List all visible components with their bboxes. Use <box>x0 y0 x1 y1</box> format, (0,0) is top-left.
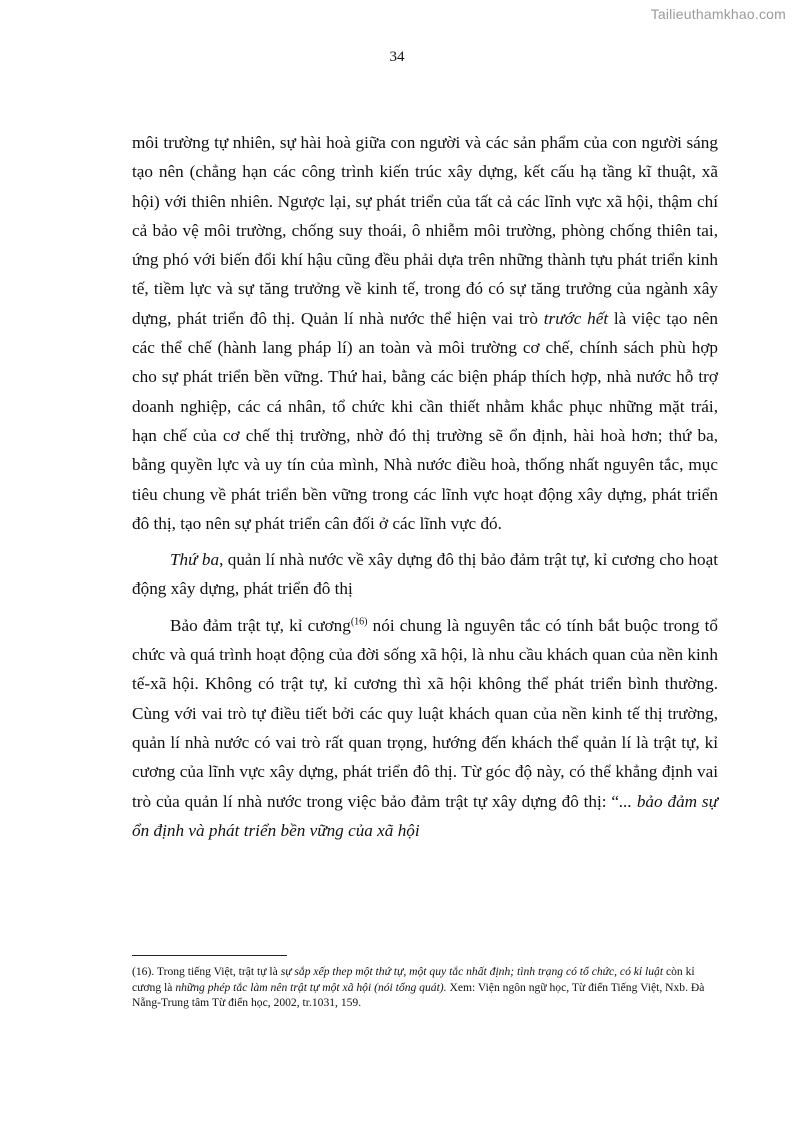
body-text <box>132 128 718 852</box>
p1-italic: trước hết <box>543 308 609 328</box>
footnote-italic-a: sự sắp xếp thep một thứ tự, một quy tắc nhất định; tình trạng có tổ chức, có kỉ luật <box>280 965 664 978</box>
p2-text: quản lí nhà nước về xây dựng đô thị bảo đảm trật tự, kỉ cương cho hoạt động xây dựng, phát triển đô thị <box>132 550 718 599</box>
paragraph-1 <box>132 128 718 538</box>
page-number: 34 <box>389 49 405 65</box>
footnote-italic-b: những phép tắc làm nên trật tự một xã hội (nói tổng quát). <box>175 980 447 994</box>
p3-text-b: nói chung là nguyên tắc có tính bắt buộc trong tổ chức và quá trình hoạt động của đời sống xã hội, là nhu cầu khách quan của nền kinh tế-xã hội. Không có trật tự, kỉ cương thì xã hội không thể phát triển bình thường. Cùng với vai trò tự điều tiết bởi các quy luật khách quan của nền kinh tế thị trường, quản lí nhà nước có vai trò rất quan trọng, hướng đến khách thể quản lí là trật tự, kỉ cương của lĩnh vực xây dựng, phát triển đô thị. Từ góc độ này, có thể khẳng định vai trò của quản lí nhà nước trong việc bảo đảm trật tự xây dựng đô thị: “ <box>132 615 718 811</box>
paragraph-2 <box>132 545 718 604</box>
footnote-divider <box>132 955 287 956</box>
watermark: Tailieuthamkhao.com <box>650 6 786 22</box>
p2-italic: Thứ ba, <box>170 550 224 570</box>
footnote-text-b: còn kỉ cương là <box>132 965 695 994</box>
p3-italic: ... bảo đảm sự ổn định và phát triển bền vững của xã hội <box>132 791 718 840</box>
paragraph-3 <box>132 611 718 845</box>
footnote <box>132 964 718 1011</box>
footnote-text-a: (16). Trong tiếng Việt, trật tự là <box>132 965 281 978</box>
p1-text-a: môi trường tự nhiên, sự hài hoà giữa con người và các sản phẩm của con người sáng tạo nên (chẳng hạn các công trình kiến trúc xây dựng, kết cấu hạ tầng kĩ thuật, xã hội) với thiên nhiên. Ngược lại, sự phát triển của tất cả các lĩnh vực xã hội, thậm chí cả bảo vệ môi trường, chống suy thoái, ô nhiễm môi trường, phòng chống thiên tai, ứng phó với biến đổi khí hậu cũng đều phải dựa trên những thành tựu phát triển kinh tế, tiềm lực và sự tăng trưởng về kinh tế, trong đó có sự tăng trưởng của ngành xây dựng, phát triển đô thị. Quản lí nhà nước thể hiện vai trò <box>132 133 718 328</box>
footnote-ref[interactable]: (16) <box>350 616 368 628</box>
p1-text-b: là việc tạo nên các thể chế (hành lang pháp lí) an toàn và môi trường cơ chế, chính sách phù hợp cho sự phát triển bền vững. Thứ hai, bằng các biện pháp thích hợp, nhà nước hỗ trợ doanh nghiệp, các cá nhân, tổ chức khi cần thiết nhằm khắc phục những mặt trái, hạn chế của cơ chế thị trường, nhờ đó thị trường sẽ ổn định, hài hoà hơn; thứ ba, bằng quyền lực và uy tín của mình, Nhà nước điều hoà, thống nhất nguyên tắc, mục tiêu chung về phát triển bền vững trong các lĩnh vực hoạt động xây dựng, phát triển đô thị, tạo nên sự phát triển cân đối ở các lĩnh vực đó. <box>132 308 718 533</box>
footnote-text-c: Xem: Viện ngôn ngữ học, Từ điển Tiếng Việt, Nxb. Đà Nẵng-Trung tâm Từ điển học, 2002, tr.1031, 159. <box>132 980 705 1009</box>
p3-text-a: Bảo đảm trật tự, kỉ cương <box>170 615 351 635</box>
